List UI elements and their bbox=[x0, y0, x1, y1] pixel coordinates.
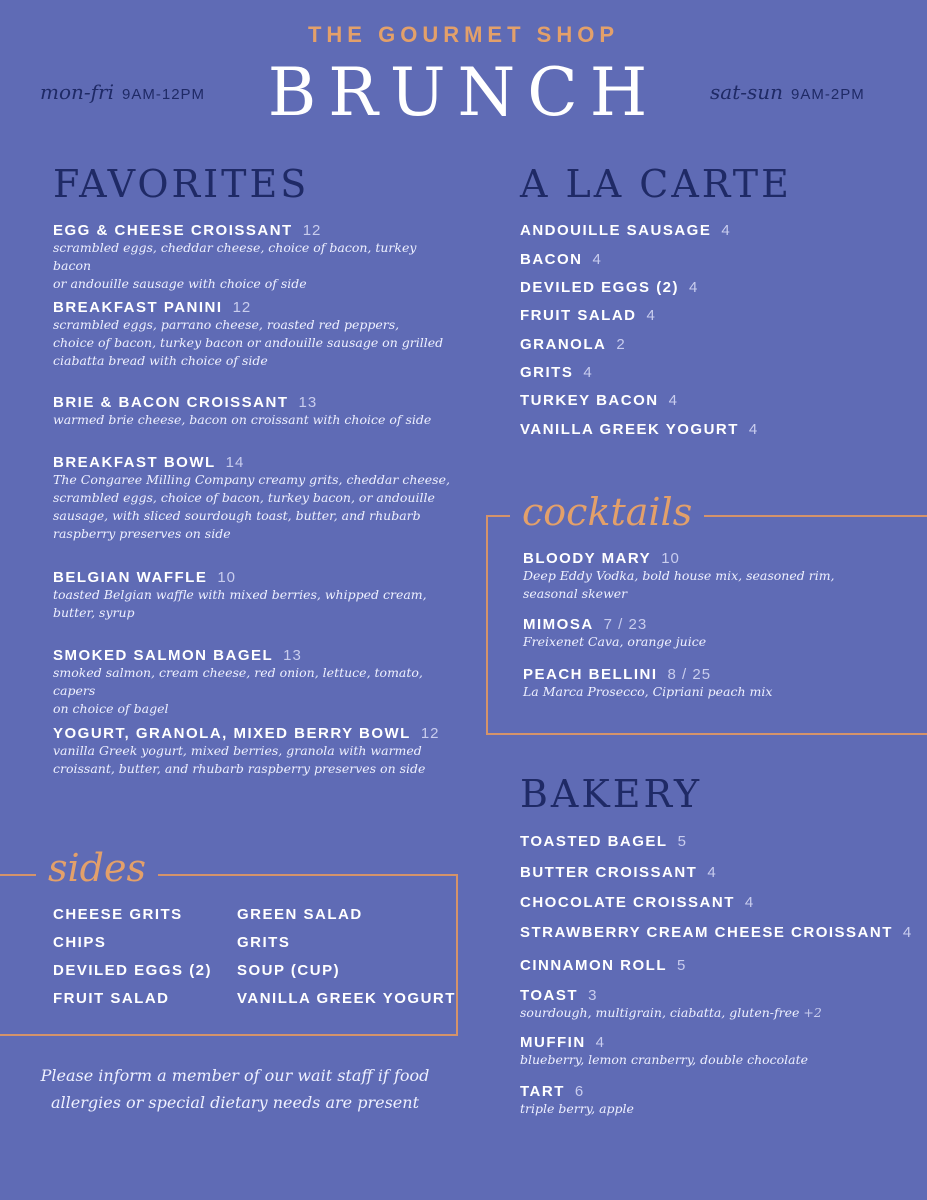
menu-item bbox=[520, 957, 686, 974]
menu-item bbox=[53, 394, 453, 429]
menu-item bbox=[53, 454, 453, 543]
item-name: TOAST bbox=[520, 987, 579, 1004]
item-price: 3 bbox=[588, 987, 598, 1004]
menu-item bbox=[520, 307, 656, 324]
item-price: 4 bbox=[707, 864, 717, 881]
side-item: CHEESE GRITS bbox=[53, 906, 183, 923]
item-price: 14 bbox=[225, 454, 245, 471]
item-description: or andouille sausage with choice of side bbox=[53, 276, 307, 291]
item-description: toasted Belgian waffle with mixed berries, whipped cream, bbox=[53, 587, 427, 602]
side-item: GREEN SALAD bbox=[237, 906, 363, 923]
item-price: 5 bbox=[677, 957, 687, 974]
menu-item bbox=[520, 364, 593, 381]
item-description: La Marca Prosecco, Cipriani peach mix bbox=[523, 684, 773, 699]
menu-item bbox=[520, 1034, 920, 1069]
item-name: BUTTER CROISSANT bbox=[520, 864, 698, 881]
menu-item bbox=[523, 666, 913, 701]
item-name: BREAKFAST BOWL bbox=[53, 454, 216, 471]
item-name: SMOKED SALMON BAGEL bbox=[53, 647, 274, 664]
item-price: 12 bbox=[420, 725, 440, 742]
bakery-heading: BAKERY bbox=[520, 772, 703, 816]
item-price: 7 / 23 bbox=[603, 616, 648, 633]
item-description: blueberry, lemon cranberry, double chocolate bbox=[520, 1052, 809, 1067]
item-description: seasonal skewer bbox=[523, 586, 628, 601]
menu-item bbox=[523, 550, 913, 603]
item-extra-price: +2 bbox=[803, 1005, 822, 1020]
item-name: STRAWBERRY CREAM CHEESE CROISSANT bbox=[520, 924, 893, 941]
item-name: DEVILED EGGS (2) bbox=[520, 279, 680, 296]
item-description: Freixenet Cava, orange juice bbox=[523, 634, 707, 649]
item-name: VANILLA GREEK YOGURT bbox=[520, 421, 739, 438]
item-price: 4 bbox=[721, 222, 731, 239]
item-price: 12 bbox=[302, 222, 322, 239]
item-description: croissant, butter, and rhubarb raspberry preserves on side bbox=[53, 761, 426, 776]
item-price: 6 bbox=[574, 1083, 585, 1100]
item-description: butter, syrup bbox=[53, 605, 135, 620]
favorites-heading: FAVORITES bbox=[53, 162, 310, 206]
menu-item bbox=[520, 336, 626, 353]
item-description: vanilla Greek yogurt, mixed berries, granola with warmed bbox=[53, 743, 422, 758]
menu-item bbox=[520, 222, 731, 239]
item-description: on choice of bagel bbox=[53, 701, 169, 716]
weekday-time: 9AM-12PM bbox=[122, 86, 206, 103]
side-item: GRITS bbox=[237, 934, 291, 951]
menu-item bbox=[520, 392, 678, 409]
item-description: ciabatta bread with choice of side bbox=[53, 353, 268, 368]
item-name: BRIE & BACON CROISSANT bbox=[53, 394, 289, 411]
item-price: 4 bbox=[748, 421, 759, 438]
side-item: FRUIT SALAD bbox=[53, 990, 170, 1007]
alacarte-heading: A LA CARTE bbox=[520, 162, 792, 206]
menu-item bbox=[520, 894, 754, 911]
item-name: BELGIAN WAFFLE bbox=[53, 569, 208, 586]
notice-line: Please inform a member of our wait staff if food bbox=[40, 1066, 430, 1085]
menu-item bbox=[53, 569, 453, 622]
item-name: EGG & CHEESE CROISSANT bbox=[53, 222, 293, 239]
menu-item bbox=[53, 222, 453, 293]
item-name: CINNAMON ROLL bbox=[520, 957, 667, 974]
item-name: FRUIT SALAD bbox=[520, 307, 637, 324]
item-price: 4 bbox=[668, 392, 678, 409]
item-description: warmed brie cheese, bacon on croissant with choice of side bbox=[53, 412, 432, 427]
item-price: 4 bbox=[583, 364, 593, 381]
item-price: 13 bbox=[298, 394, 318, 411]
cocktails-heading: cocktails bbox=[510, 490, 704, 534]
weekend-hours bbox=[710, 80, 865, 104]
item-price: 4 bbox=[744, 894, 755, 911]
menu-item bbox=[520, 279, 698, 296]
item-name: GRITS bbox=[520, 364, 574, 381]
item-description: triple berry, apple bbox=[520, 1101, 634, 1116]
menu-item bbox=[53, 299, 453, 370]
item-price: 4 bbox=[689, 279, 699, 296]
weekend-time: 9AM-2PM bbox=[791, 86, 865, 103]
item-name: MIMOSA bbox=[523, 616, 594, 633]
side-item: CHIPS bbox=[53, 934, 107, 951]
item-price: 4 bbox=[646, 307, 656, 324]
menu-item bbox=[520, 421, 758, 438]
item-price: 10 bbox=[661, 550, 680, 567]
item-name: ANDOUILLE SAUSAGE bbox=[520, 222, 712, 239]
item-price: 5 bbox=[677, 833, 687, 850]
menu-title: BRUNCH bbox=[267, 54, 660, 131]
menu-item bbox=[520, 864, 717, 881]
menu-item bbox=[53, 725, 453, 778]
item-name: GRANOLA bbox=[520, 336, 607, 353]
menu-item bbox=[520, 251, 602, 268]
item-name: CHOCOLATE CROISSANT bbox=[520, 894, 735, 911]
sides-box bbox=[0, 874, 458, 1036]
item-description: smoked salmon, cream cheese, red onion, lettuce, tomato, capers bbox=[53, 665, 423, 698]
item-name: TURKEY BACON bbox=[520, 392, 659, 409]
item-description: raspberry preserves on side bbox=[53, 526, 231, 541]
item-name: PEACH BELLINI bbox=[523, 666, 658, 683]
side-item: VANILLA GREEK YOGURT bbox=[237, 990, 456, 1007]
menu-item bbox=[53, 647, 453, 718]
side-item: DEVILED EGGS (2) bbox=[53, 962, 213, 979]
shop-name: THE GOURMET SHOP bbox=[307, 22, 619, 47]
side-item: SOUP (CUP) bbox=[237, 962, 341, 979]
item-price: 13 bbox=[283, 647, 302, 664]
weekend-label: sat-sun bbox=[710, 80, 784, 104]
item-description: sourdough, multigrain, ciabatta, gluten-free bbox=[520, 1005, 800, 1020]
menu-item bbox=[520, 833, 687, 850]
weekday-hours bbox=[40, 80, 205, 104]
item-description: scrambled eggs, parrano cheese, roasted red peppers, bbox=[53, 317, 400, 332]
item-name: BREAKFAST PANINI bbox=[53, 299, 223, 316]
allergy-notice bbox=[40, 1062, 430, 1116]
item-name: TART bbox=[520, 1083, 565, 1100]
item-description: scrambled eggs, choice of bacon, turkey bacon, or andouille bbox=[53, 490, 435, 505]
item-price: 8 / 25 bbox=[667, 666, 712, 683]
item-price: 4 bbox=[592, 251, 602, 268]
item-price: 4 bbox=[902, 924, 913, 941]
menu-item bbox=[520, 1083, 920, 1118]
weekday-label: mon-fri bbox=[40, 80, 115, 104]
item-name: BLOODY MARY bbox=[523, 550, 652, 567]
item-description: The Congaree Milling Company creamy grits, cheddar cheese, bbox=[53, 472, 450, 487]
item-price: 12 bbox=[232, 299, 252, 316]
item-name: YOGURT, GRANOLA, MIXED BERRY BOWL bbox=[53, 725, 411, 742]
item-description: sausage, with sliced sourdough toast, butter, and rhubarb bbox=[53, 508, 421, 523]
menu-item bbox=[523, 616, 913, 651]
item-description: scrambled eggs, cheddar cheese, choice of bacon, turkey bacon bbox=[53, 240, 417, 273]
item-price: 2 bbox=[616, 336, 626, 353]
item-description: Deep Eddy Vodka, bold house mix, seasoned rim, bbox=[523, 568, 835, 583]
item-price: 10 bbox=[217, 569, 237, 586]
item-name: TOASTED BAGEL bbox=[520, 833, 668, 850]
item-description: choice of bacon, turkey bacon or andouille sausage on grilled bbox=[53, 335, 444, 350]
notice-line: allergies or special dietary needs are present bbox=[51, 1093, 419, 1112]
menu-item bbox=[520, 924, 912, 941]
sides-heading: sides bbox=[36, 846, 158, 890]
item-name: BACON bbox=[520, 251, 583, 268]
menu-item bbox=[520, 987, 920, 1022]
item-price: 4 bbox=[595, 1034, 605, 1051]
item-name: MUFFIN bbox=[520, 1034, 586, 1051]
